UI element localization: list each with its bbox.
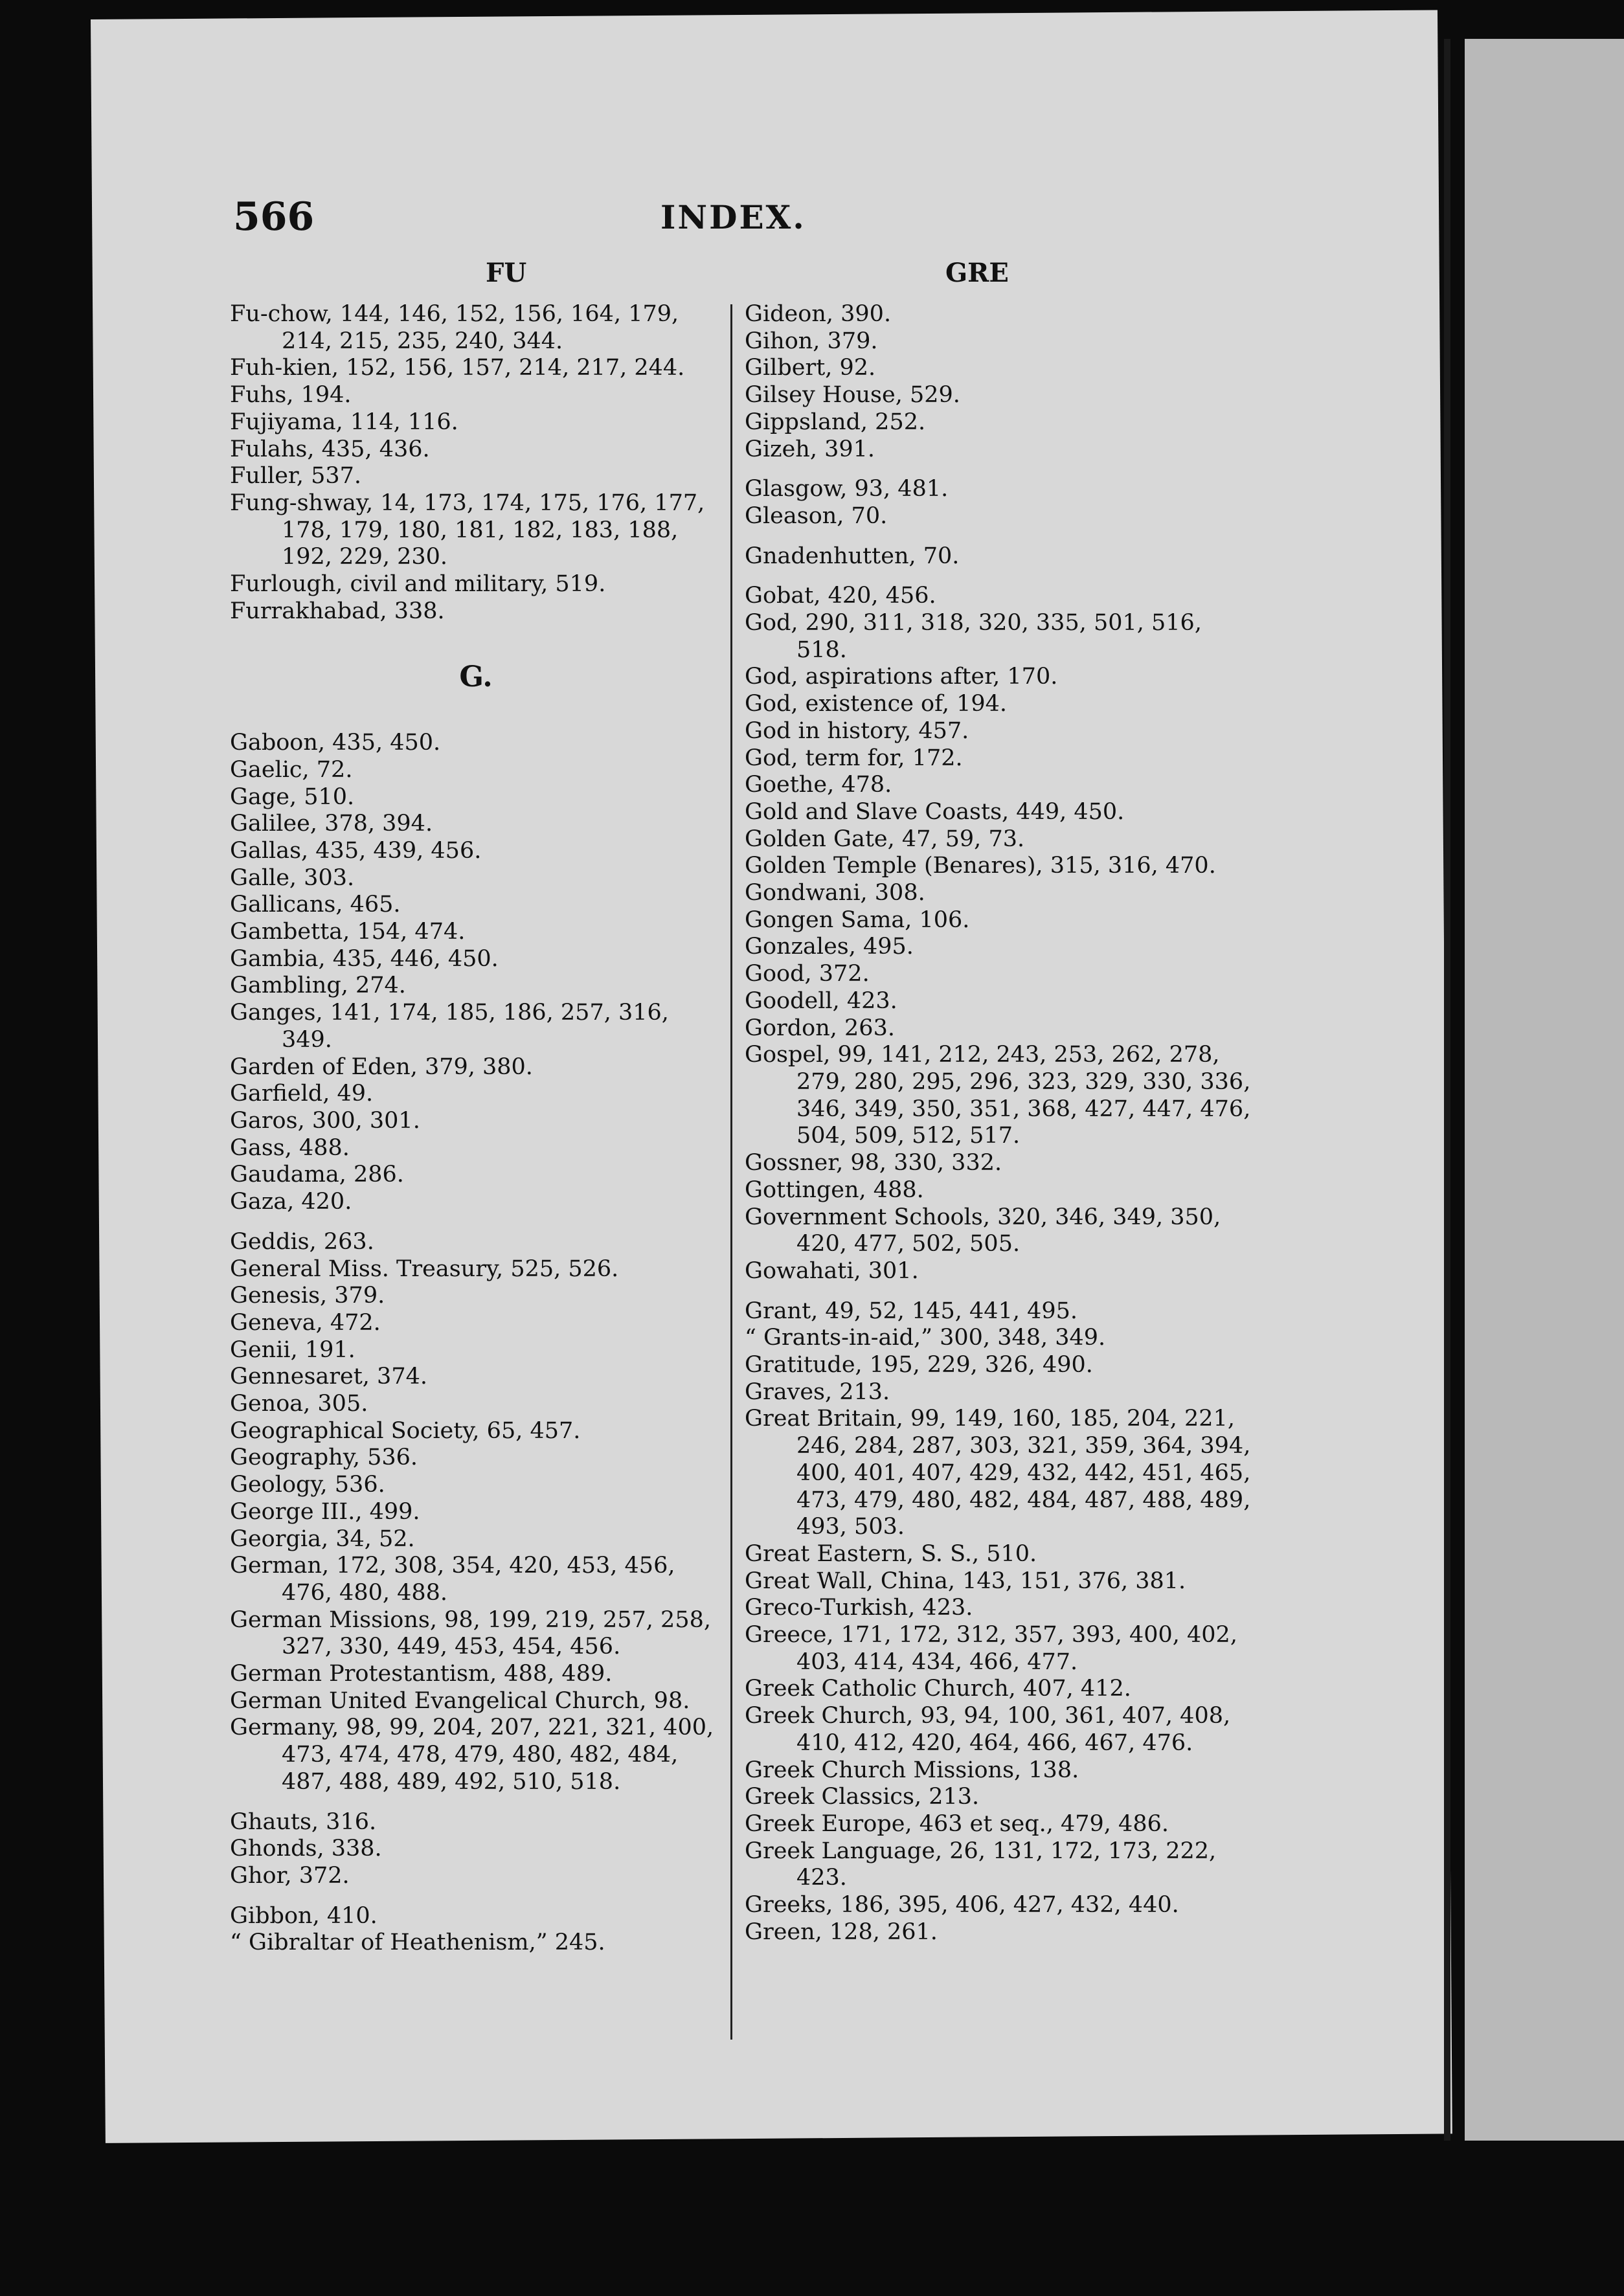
index-entry: Gongen Sama, 106. bbox=[745, 906, 970, 933]
index-entry: Ghor, 372. bbox=[230, 1862, 350, 1889]
index-entry: Gaza, 420. bbox=[230, 1189, 352, 1215]
entry-group-gn bbox=[745, 543, 1256, 570]
index-entry: Greek Classics, 213. bbox=[745, 1784, 980, 1810]
index-entry: Glasgow, 93, 481. bbox=[745, 476, 949, 502]
index-entry: Greece, 171, 172, 312, 357, 393, 400, 402, 403, 414, 434, 466, 477. bbox=[745, 1622, 1245, 1675]
index-entry: Garden of Eden, 379, 380. bbox=[230, 1053, 533, 1080]
index-entry: German, 172, 308, 354, 420, 453, 456, 476, 480, 488. bbox=[230, 1553, 682, 1606]
entry-group-gi bbox=[230, 1903, 722, 1957]
index-entry: Greek Church Missions, 138. bbox=[745, 1757, 1079, 1783]
index-entry: Gizeh, 391. bbox=[745, 436, 875, 462]
index-entry: Green, 128, 261. bbox=[745, 1919, 938, 1945]
index-entry: Georgia, 34, 52. bbox=[230, 1525, 415, 1552]
facing-page-edge bbox=[1465, 39, 1624, 2141]
index-entry: Gallicans, 465. bbox=[230, 892, 401, 918]
index-entry: Geography, 536. bbox=[230, 1445, 418, 1471]
index-entry: Ghauts, 316. bbox=[230, 1808, 377, 1835]
index-entry: Gondwani, 308. bbox=[745, 880, 925, 906]
index-entry: God in history, 457. bbox=[745, 717, 969, 744]
index-entry: Gleason, 70. bbox=[745, 502, 888, 529]
index-entry: Great Eastern, S. S., 510. bbox=[745, 1540, 1037, 1567]
index-entry: Fuh-kien, 152, 156, 157, 214, 217, 244. bbox=[230, 355, 685, 381]
entry-group-gi bbox=[745, 301, 1256, 463]
index-entry: Furrakhabad, 338. bbox=[230, 598, 445, 624]
index-entry: God, term for, 172. bbox=[745, 745, 963, 771]
index-entry: Gordon, 263. bbox=[745, 1015, 895, 1041]
index-entry: Goethe, 478. bbox=[745, 772, 892, 798]
index-entry: Gonzales, 495. bbox=[745, 934, 914, 960]
index-entry: German Protestantism, 488, 489. bbox=[230, 1661, 613, 1687]
entry-group-gh bbox=[230, 1809, 722, 1890]
entry-group-ge bbox=[230, 1229, 722, 1796]
index-entry: General Miss. Treasury, 525, 526. bbox=[230, 1255, 619, 1282]
index-entry: Gilsey House, 529. bbox=[745, 382, 960, 409]
index-entry: Gallas, 435, 439, 456. bbox=[230, 837, 482, 864]
index-entry: Gage, 510. bbox=[230, 783, 355, 810]
index-entry: Gibbon, 410. bbox=[230, 1902, 378, 1929]
index-entry: Gihon, 379. bbox=[745, 328, 878, 354]
left-index-column bbox=[230, 301, 722, 1957]
index-entry: Genii, 191. bbox=[230, 1336, 355, 1363]
index-entry: Fu-chow, 144, 146, 152, 156, 164, 179, 214, 215, 235, 240, 344. bbox=[230, 301, 686, 354]
index-entry: Gennesaret, 374. bbox=[230, 1364, 427, 1390]
index-entry: God, aspirations after, 170. bbox=[745, 664, 1058, 690]
index-entry: German United Evangelical Church, 98. bbox=[230, 1687, 690, 1714]
index-entry: Gospel, 99, 141, 212, 243, 253, 262, 278, 279, 280, 295, 296, 323, 329, 330, 336, 346, 349, 350, 351, 368, 427, 447, 476, 504, 509, 512, 517. bbox=[745, 1042, 1258, 1149]
index-entry: Greek Catholic Church, 407, 412. bbox=[745, 1676, 1131, 1702]
index-entry: German Missions, 98, 199, 219, 257, 258, 327, 330, 449, 453, 454, 456. bbox=[230, 1606, 719, 1660]
index-entry: Gilbert, 92. bbox=[745, 355, 876, 381]
entry-group-gr bbox=[745, 1298, 1256, 1946]
index-entry: Germany, 98, 99, 204, 207, 221, 321, 400, 473, 474, 478, 479, 480, 482, 484, 487, 488, 489, 492, 510, 518. bbox=[230, 1715, 721, 1795]
index-entry: Grant, 49, 52, 145, 441, 495. bbox=[745, 1298, 1078, 1324]
index-entry: Gottingen, 488. bbox=[745, 1176, 924, 1203]
right-column-head: GRE bbox=[945, 258, 1009, 288]
index-entry: Good, 372. bbox=[745, 961, 870, 987]
index-entry: Gobat, 420, 456. bbox=[745, 583, 936, 609]
right-index-column bbox=[745, 301, 1256, 1946]
index-entry: Gold and Slave Coasts, 449, 450. bbox=[745, 798, 1125, 825]
index-entry: Galle, 303. bbox=[230, 864, 355, 891]
index-entry: “ Grants-in-aid,” 300, 348, 349. bbox=[745, 1325, 1106, 1351]
index-entry: Fujiyama, 114, 116. bbox=[230, 409, 458, 435]
index-entry: Greek Church, 93, 94, 100, 361, 407, 408, 410, 412, 420, 464, 466, 467, 476. bbox=[745, 1703, 1238, 1756]
index-entry: Gaudama, 286. bbox=[230, 1162, 404, 1188]
index-entry: Gnadenhutten, 70. bbox=[745, 543, 960, 569]
index-entry: Gaboon, 435, 450. bbox=[230, 730, 441, 756]
running-head: INDEX. bbox=[660, 198, 806, 236]
index-entry: Geddis, 263. bbox=[230, 1228, 374, 1255]
index-entry: Geneva, 472. bbox=[230, 1309, 381, 1336]
entry-group-go bbox=[745, 583, 1256, 1285]
index-entry: Great Britain, 99, 149, 160, 185, 204, 221, 246, 284, 287, 303, 321, 359, 364, 394, 400, 401, 407, 429, 432, 442, 451, 465, 473, 479, 480, 482, 484, 487, 488, 489, 493, 503. bbox=[745, 1406, 1258, 1540]
index-entry: Gowahati, 301. bbox=[745, 1257, 919, 1284]
index-entry: Graves, 213. bbox=[745, 1379, 890, 1405]
index-entry: Ghonds, 338. bbox=[230, 1836, 382, 1862]
index-entry: Gaelic, 72. bbox=[230, 756, 353, 783]
entry-group-fu bbox=[230, 301, 722, 625]
index-entry: Garos, 300, 301. bbox=[230, 1107, 420, 1134]
index-entry: Garfield, 49. bbox=[230, 1081, 374, 1107]
index-entry: George III., 499. bbox=[230, 1498, 420, 1525]
index-entry: Gass, 488. bbox=[230, 1134, 350, 1161]
page-number: 566 bbox=[233, 194, 315, 240]
index-entry: Greek Europe, 463 et seq., 479, 486. bbox=[745, 1810, 1169, 1837]
index-entry: Fuhs, 194. bbox=[230, 382, 352, 409]
index-entry: God, 290, 311, 318, 320, 335, 501, 516, 518. bbox=[745, 610, 1210, 663]
index-entry: Fulahs, 435, 436. bbox=[230, 436, 430, 462]
index-entry: Galilee, 378, 394. bbox=[230, 811, 433, 837]
left-column-head: FU bbox=[486, 258, 527, 288]
index-entry: Geographical Society, 65, 457. bbox=[230, 1417, 581, 1444]
index-entry: Golden Temple (Benares), 315, 316, 470. bbox=[745, 853, 1216, 879]
entry-group-ga bbox=[230, 730, 722, 1216]
entry-group-gl bbox=[745, 476, 1256, 530]
index-entry: Goodell, 423. bbox=[745, 987, 897, 1014]
index-entry: Gambling, 274. bbox=[230, 973, 406, 999]
index-entry: Gossner, 98, 330, 332. bbox=[745, 1150, 1002, 1176]
index-entry: Gambia, 435, 446, 450. bbox=[230, 945, 499, 972]
index-entry: Genesis, 379. bbox=[230, 1283, 385, 1309]
column-divider bbox=[730, 304, 732, 2040]
index-entry: Genoa, 305. bbox=[230, 1391, 368, 1417]
index-entry: Gambetta, 154, 474. bbox=[230, 919, 466, 945]
index-entry: Golden Gate, 47, 59, 73. bbox=[745, 826, 1025, 852]
index-entry: Ganges, 141, 174, 185, 186, 257, 316, 349. bbox=[230, 1000, 677, 1053]
page-gutter bbox=[1444, 39, 1450, 2141]
index-entry: Geology, 536. bbox=[230, 1472, 385, 1498]
index-entry: Gratitude, 195, 229, 326, 490. bbox=[745, 1352, 1093, 1379]
index-entry: Gippsland, 252. bbox=[745, 409, 926, 435]
index-entry: Fung-shway, 14, 173, 174, 175, 176, 177, 178, 179, 180, 181, 182, 183, 188, 192, 229, 230. bbox=[230, 490, 712, 570]
index-entry: Greek Language, 26, 131, 172, 173, 222, 423. bbox=[745, 1838, 1224, 1891]
index-entry: Greeks, 186, 395, 406, 427, 432, 440. bbox=[745, 1892, 1179, 1919]
index-entry: Great Wall, China, 143, 151, 376, 381. bbox=[745, 1568, 1186, 1594]
index-entry: Gideon, 390. bbox=[745, 301, 892, 327]
index-entry: Greco-Turkish, 423. bbox=[745, 1595, 973, 1621]
index-entry: Furlough, civil and military, 519. bbox=[230, 571, 606, 598]
index-entry: Government Schools, 320, 346, 349, 350, 420, 477, 502, 505. bbox=[745, 1204, 1228, 1257]
index-entry: Fuller, 537. bbox=[230, 463, 361, 490]
index-entry: God, existence of, 194. bbox=[745, 691, 1008, 717]
index-entry: “ Gibraltar of Heathenism,” 245. bbox=[230, 1930, 605, 1956]
section-letter: G. bbox=[459, 660, 493, 694]
